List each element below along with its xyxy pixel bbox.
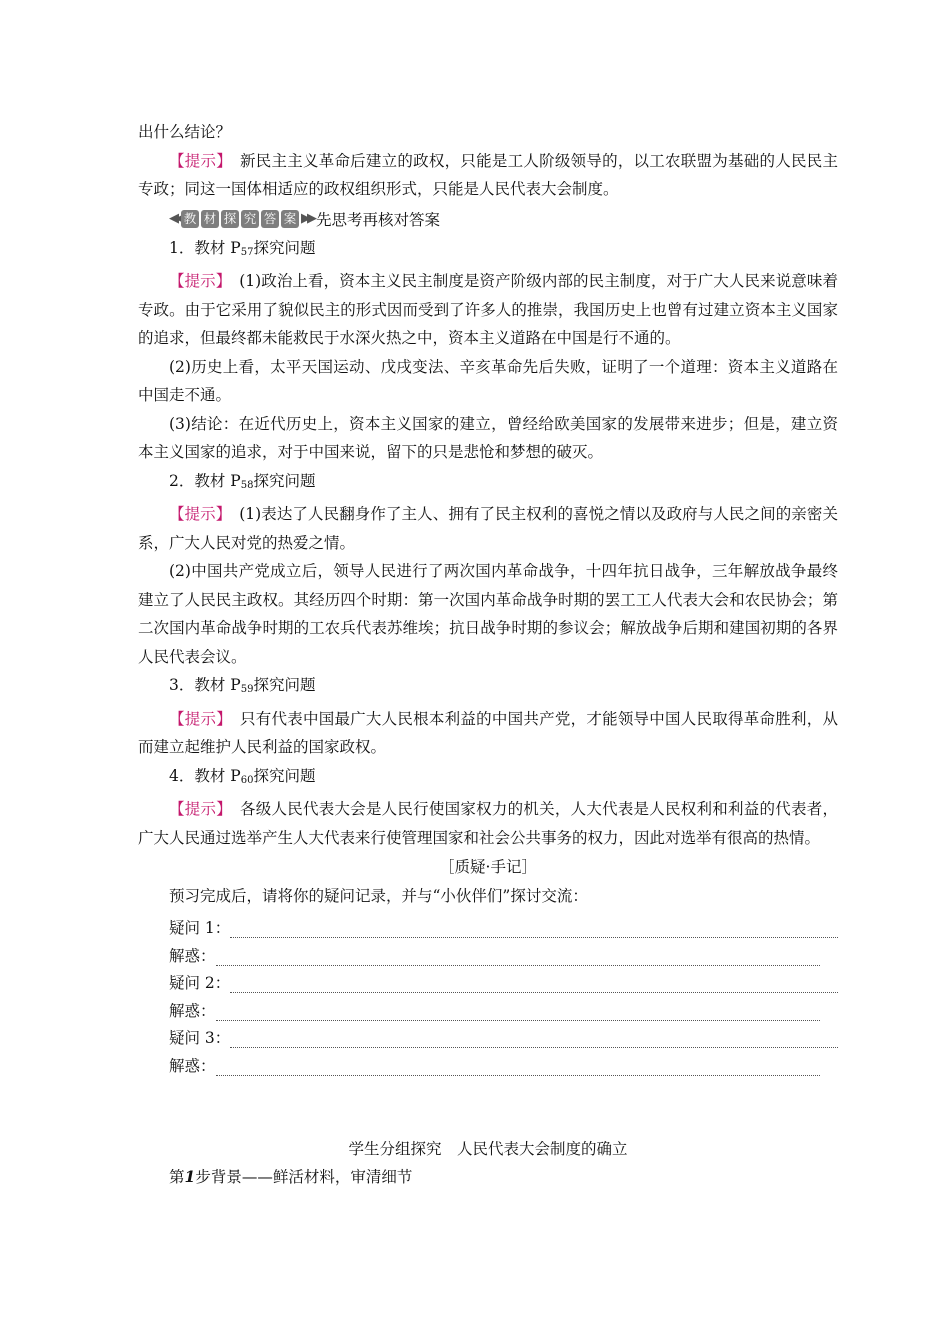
step-heading: 第1步背景——鲜活材料，审清细节 xyxy=(169,1166,413,1186)
intro-hint-text: 新民主主义革命后建立的政权，只能是工人阶级领导的，以工农联盟为基础的人民民主专政；同这一国体相适应的政权组织形式，只能是人民代表大会制度。 xyxy=(138,151,838,198)
section-hint: 【提示】 只有代表中国最广大人民根本利益的中国共产党，才能领导中国人民取得革命胜利，从而建立起维护人民利益的国家政权。 xyxy=(138,709,838,756)
section-heading: 3．教材 $P_{59}$探究问题 xyxy=(169,676,316,695)
banner-char: 探 xyxy=(221,210,239,228)
question-2-field[interactable]: 疑问 2： xyxy=(169,966,838,994)
banner-char: 教 xyxy=(181,210,199,228)
section-paragraph: (2)历史上看，太平天国运动、戊戌变法、辛亥革命先后失败，证明了一个道理：资本主义道路在中国走不通。 xyxy=(138,357,838,404)
section-heading: 4．教材 $P_{60}$探究问题 xyxy=(169,766,316,786)
section-hint: 【提示】 各级人民代表大会是人民行使国家权力的机关，人大代表是人民权利和利益的代表者，广大人民通过选举产生人大代表来行使管理国家和社会公共事务的权力，因此对选举有很高的热情。 xyxy=(138,800,838,847)
section-heading: 2．教材 $P_{58}$探究问题 xyxy=(169,471,316,491)
notes-heading: ［质疑·手记］ xyxy=(439,858,537,876)
section-hint: 【提示】 (1)表达了人民翻身作了主人、拥有了民主权利的喜悦之情以及政府与人民之间的亲密关系，广大人民对党的热爱之情。 xyxy=(138,505,838,552)
answer-3-field[interactable]: 解惑： xyxy=(169,1048,838,1076)
question-2-line[interactable] xyxy=(230,977,838,993)
question-1-field[interactable]: 疑问 1： xyxy=(169,911,838,939)
banner-char: 究 xyxy=(241,210,259,228)
double-chevron-right-icon: ▶▶ xyxy=(301,211,313,226)
section-hint: 【提示】 (1)政治上看，资本主义民主制度是资产阶级内部的民主制度，对于广大人民来说意味着专政。由于它采用了貌似民主的形式因而受到了许多人的推崇，我国历史上也曾有过建立资本主义国家的追求，但最终都未能救民于水深火热之中，资本主义道路在中国是行不通的。 xyxy=(138,272,838,347)
document-page xyxy=(138,118,838,1190)
group-exploration-title: 学生分组探究 人民代表大会制度的确立 xyxy=(348,1139,628,1158)
notes-instruction: 预习完成后，请将你的疑问记录，并与“小伙伴们”探讨交流： xyxy=(169,887,588,905)
answer-3-line[interactable] xyxy=(216,1060,820,1076)
banner-char: 答 xyxy=(261,210,279,228)
section-paragraph: (3)结论：在近代历史上，资本主义国家的建立，曾经给欧美国家的发展带来进步；但是，建立资本主义国家的追求，对于中国来说，留下的只是悲怆和梦想的破灭。 xyxy=(138,414,838,461)
banner-char: 材 xyxy=(201,210,219,228)
hint-label: 【提示】 xyxy=(169,151,225,170)
double-chevron-left-icon: ◀◀ xyxy=(169,211,181,226)
textbook-answers-banner xyxy=(169,204,838,234)
question-3-line[interactable] xyxy=(230,1032,838,1048)
answer-1-line[interactable] xyxy=(216,950,820,966)
question-1-line[interactable] xyxy=(230,922,838,938)
answer-2-field[interactable]: 解惑： xyxy=(169,993,838,1021)
question-3-field[interactable]: 疑问 3： xyxy=(169,1021,838,1049)
intro-tail: 出什么结论？ xyxy=(138,123,232,141)
banner-char: 案 xyxy=(281,210,299,228)
banner-text: 先思考再核对答案 xyxy=(316,210,441,229)
answer-2-line[interactable] xyxy=(216,1005,820,1021)
section-heading: 1．教材 $P_{57}$探究问题 xyxy=(169,238,316,258)
section-paragraph: (2)中国共产党成立后，领导人民进行了两次国内革命战争，十四年抗日战争，三年解放战争最终建立了人民民主政权。其经历四个时期：第一次国内革命战争时期的罢工工人代表大会和农民协会；第二次国内革命战争时期的工农兵代表苏维埃；抗日战争时期的参议会；解放战争后期和建国初期的各界人民代表会议。 xyxy=(138,562,838,666)
intro-hint-paragraph xyxy=(138,147,838,204)
answer-1-field[interactable]: 解惑： xyxy=(169,938,838,966)
